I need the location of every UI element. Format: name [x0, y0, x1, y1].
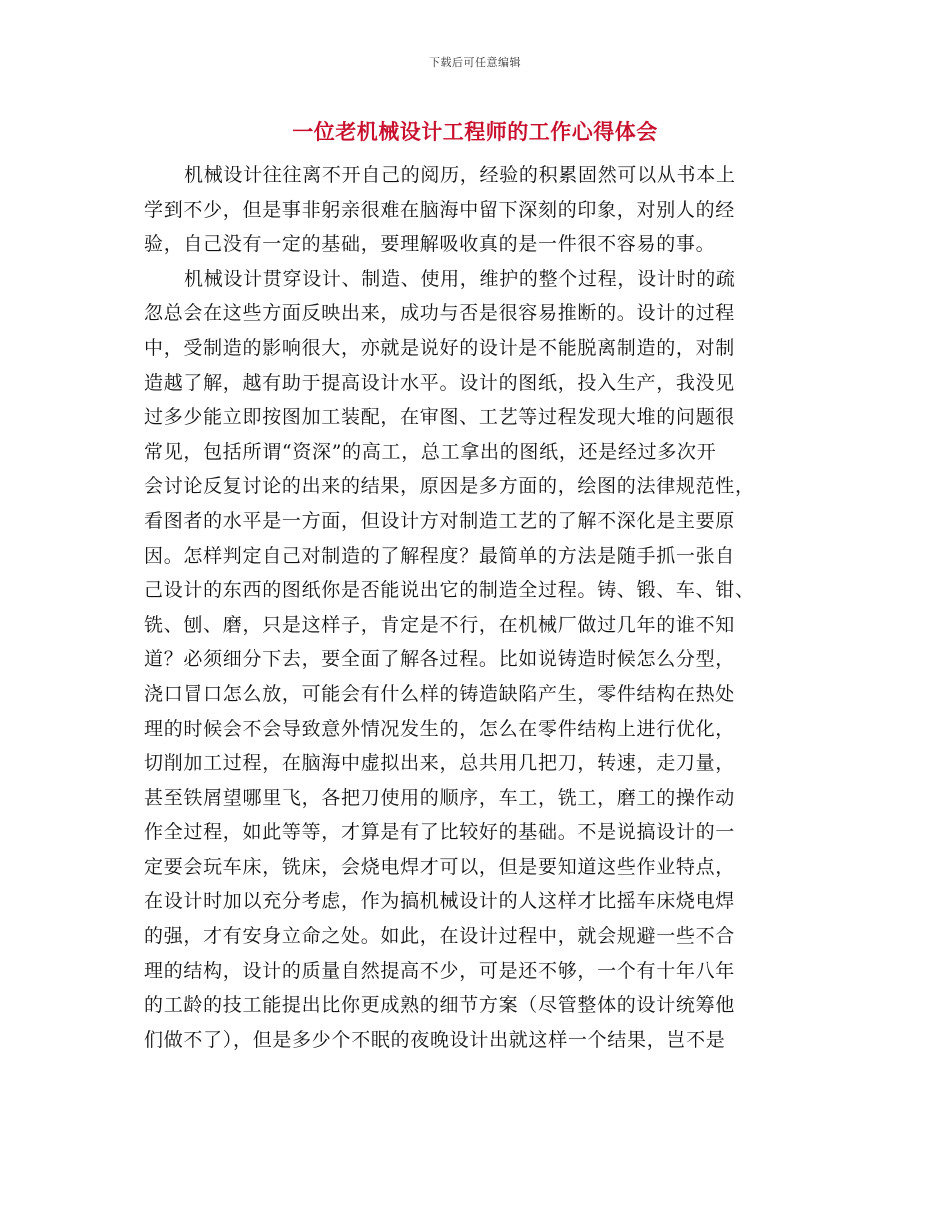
paragraph-2-line: 过多少能立即按图加工装配，在审图、工艺等过程发现大堆的问题很 [144, 406, 736, 429]
paragraph-1-line: 机械设计往往离不开自己的阅历，经验的积累固然可以从书本上 [184, 164, 736, 186]
paragraph-2-line: 己设计的东西的图纸你是否能说出它的制造全过程。铸、锻、车、钳、 [144, 579, 755, 602]
paragraph-2-line: 们做不了），但是多少个不眠的夜晚设计出就这样一个结果，岂不是 [144, 1028, 726, 1051]
paragraph-2-line: 定要会玩车床，铣床，会烧电焊才可以，但是要知道这些作业特点， [144, 855, 736, 878]
header-note: 下载后可任意编辑 [429, 56, 521, 69]
paragraph-2-line: 常见，包括所谓“资深”的高工，总工拿出的图纸，还是经过多次开 [144, 440, 717, 463]
paragraph-1-line: 学到不少，但是事非躬亲很难在脑海中留下深刻的印象，对别人的经 [144, 198, 736, 221]
paragraph-2-line: 切削加工过程，在脑海中虚拟出来，总共用几把刀，转速，走刀量， [144, 752, 736, 775]
paragraph-2-line: 理的时候会不会导致意外情况发生的，怎么在零件结构上进行优化， [144, 717, 736, 740]
paragraph-2-line: 机械设计贯穿设计、制造、使用，维护的整个过程，设计时的疏 [184, 267, 736, 290]
document-title: 一位老机械设计工程师的工作心得体会 [292, 119, 658, 144]
paragraph-2-line: 的工龄的技工能提出比你更成熟的细节方案（尽管整体的设计统筹他 [144, 994, 736, 1017]
paragraph-2-line: 作全过程，如此等等，才算是有了比较好的基础。不是说搞设计的一 [144, 821, 736, 844]
paragraph-2-line: 在设计时加以充分考虑，作为搞机械设计的人这样才比摇车床烧电焊 [144, 890, 736, 913]
paragraph-2-line: 道？必须细分下去，要全面了解各过程。比如说铸造时候怎么分型， [144, 648, 736, 671]
paragraph-2-line: 会讨论反复讨论的出来的结果，原因是多方面的，绘图的法律规范性， [144, 475, 755, 498]
paragraph-2-line: 铣、刨、磨，只是这样子，肯定是不行，在机械厂做过几年的谁不知 [144, 613, 736, 636]
paragraph-2-line: 看图者的水平是一方面，但设计方对制造工艺的了解不深化是主要原 [144, 509, 736, 532]
paragraph-2-line: 中，受制造的影响很大，亦就是说好的设计是不能脱离制造的，对制 [144, 336, 736, 359]
paragraph-1-line: 验，自己没有一定的基础，要理解吸收真的是一件很不容易的事。 [144, 233, 716, 256]
document-body [144, 158, 799, 1057]
paragraph-2-line: 浇口冒口怎么放，可能会有什么样的铸造缺陷产生，零件结构在热处 [144, 682, 736, 705]
paragraph-2-line: 造越了解，越有助于提高设计水平。设计的图纸，投入生产，我没见 [144, 371, 736, 394]
paragraph-2-line: 理的结构，设计的质量自然提高不少，可是还不够，一个有十年八年 [144, 959, 736, 982]
paragraph-2-line: 因。怎样判定自己对制造的了解程度？最简单的方法是随手抓一张自 [144, 544, 736, 567]
paragraph-2-line: 的强，才有安身立命之处。如此，在设计过程中，就会规避一些不合 [144, 925, 736, 948]
paragraph-2-line: 忽总会在这些方面反映出来，成功与否是很容易推断的。设计的过程 [144, 302, 736, 325]
paragraph-2-line: 甚至铁屑望哪里飞，各把刀使用的顺序，车工，铣工，磨工的操作动 [144, 786, 736, 809]
